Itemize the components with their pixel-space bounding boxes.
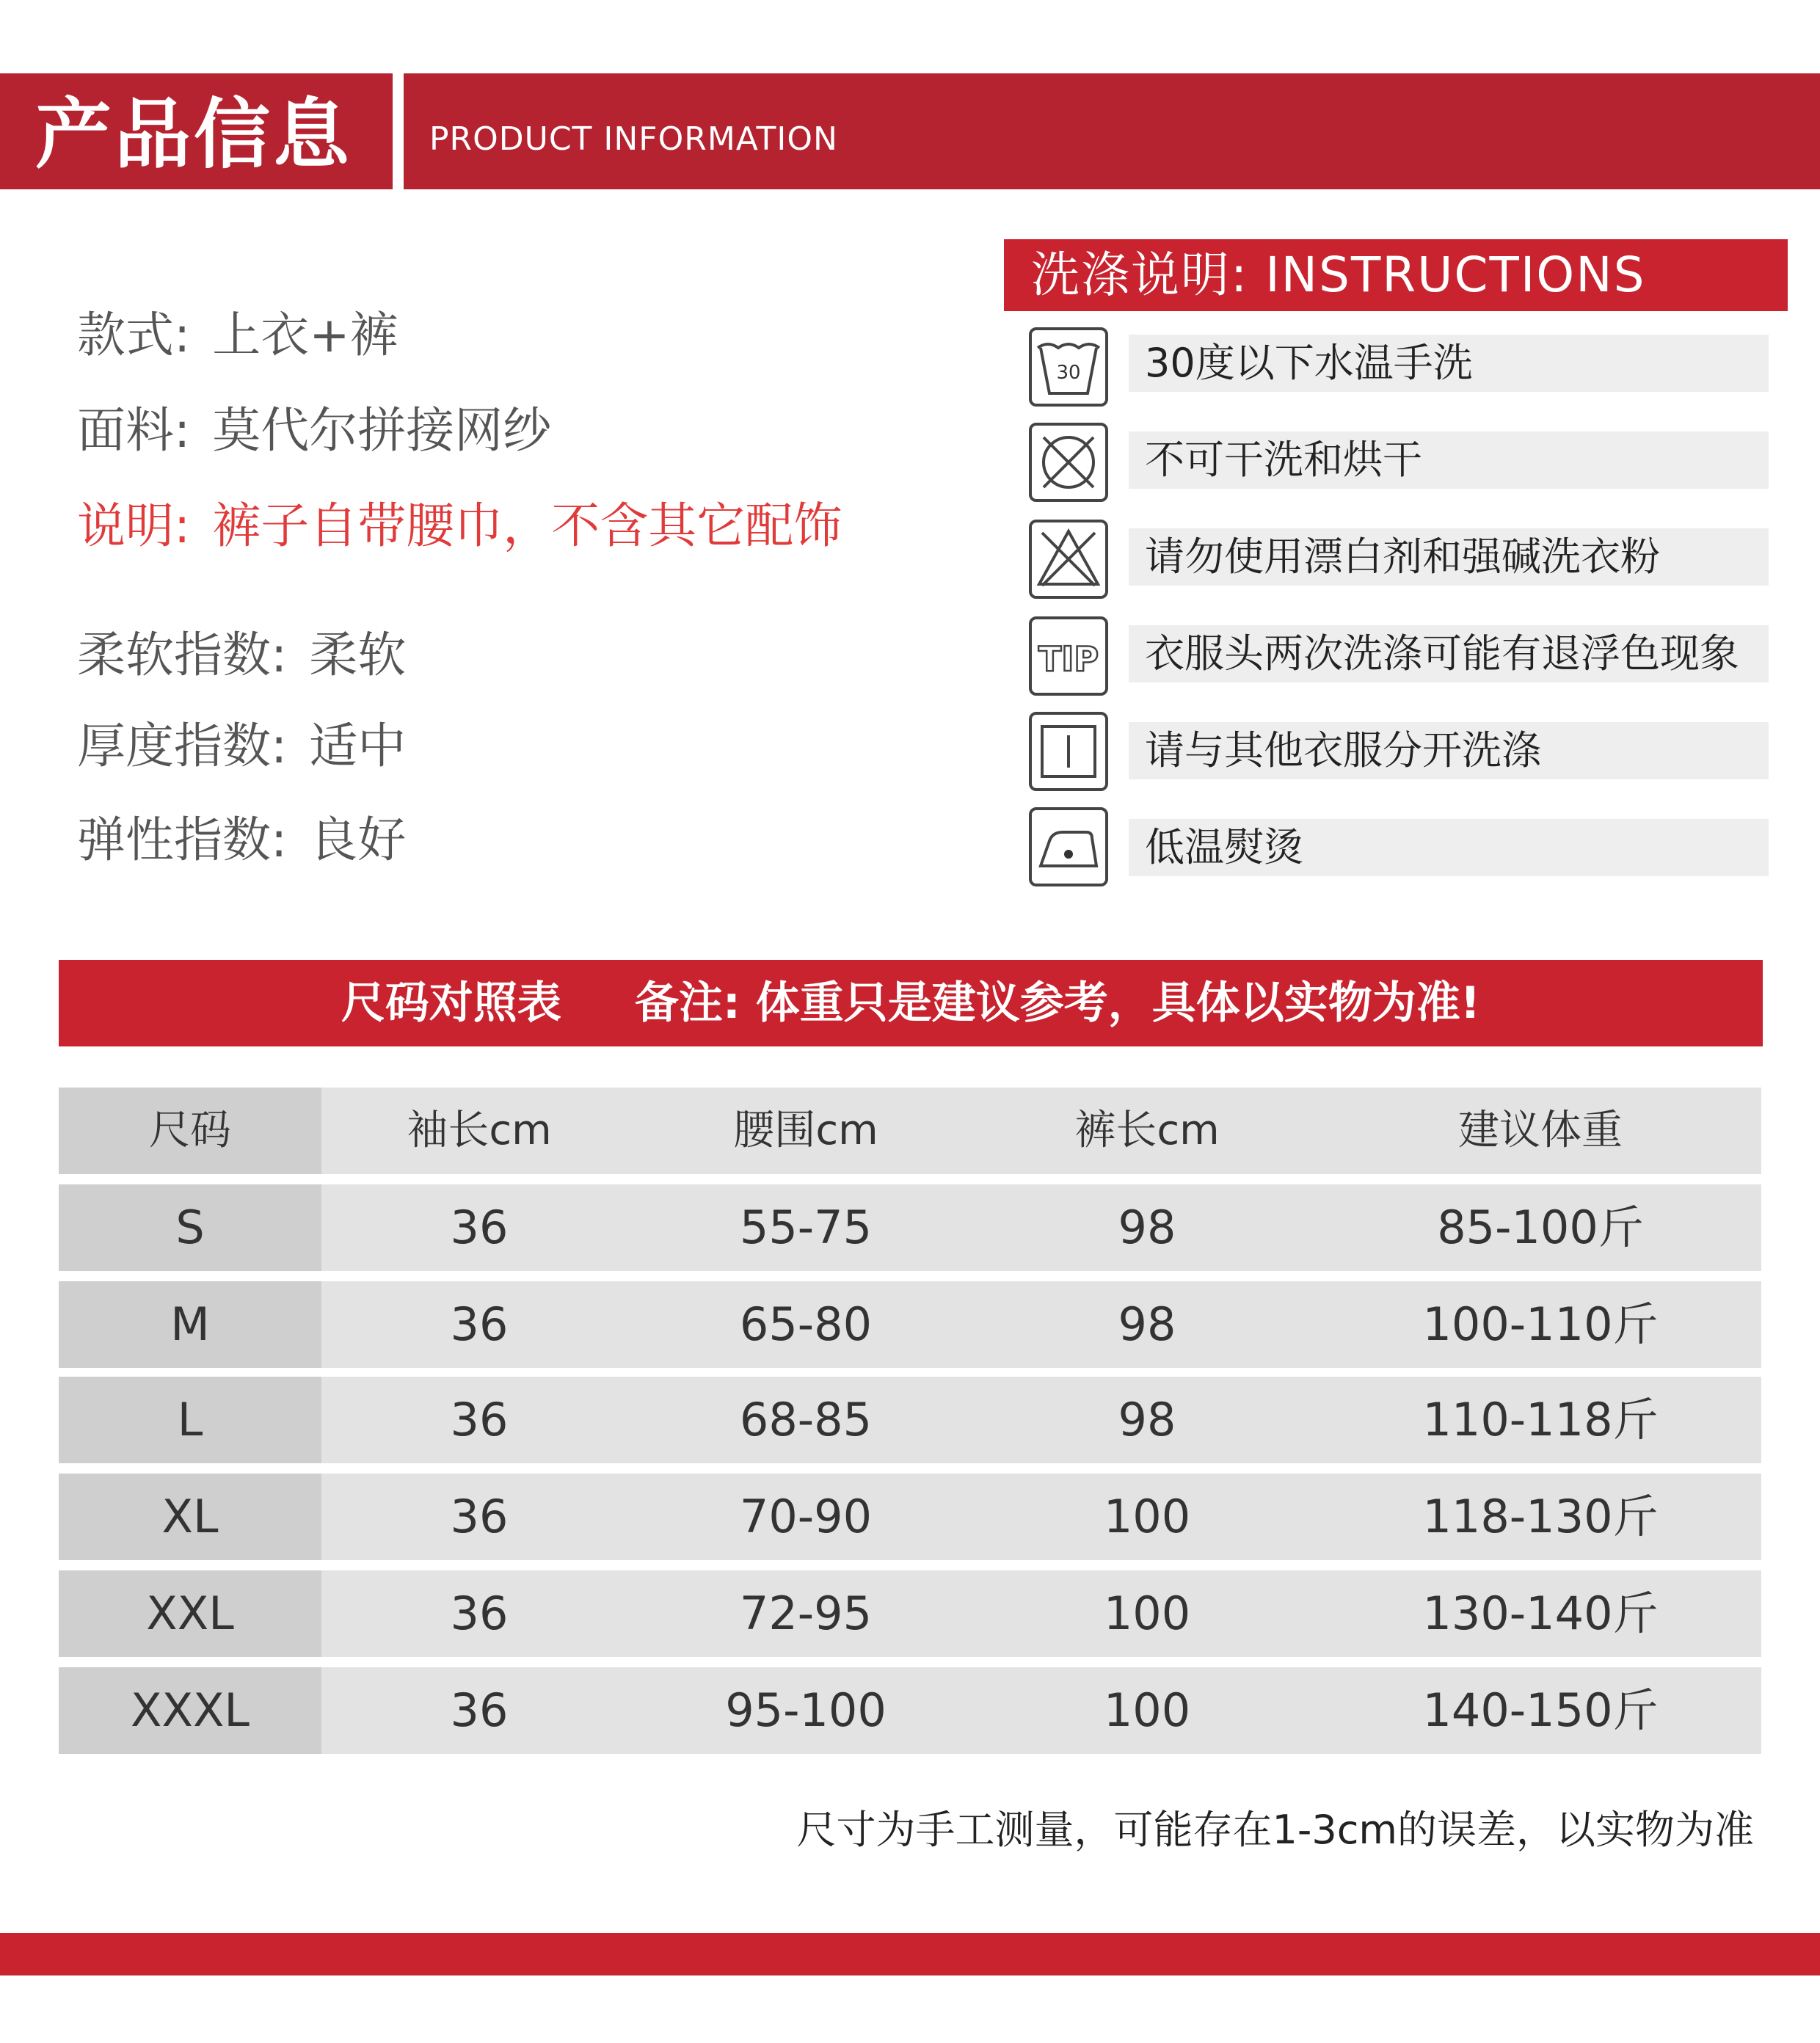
table-cell: 98: [1118, 1297, 1176, 1351]
table-cell: 95-100: [725, 1683, 887, 1737]
table-cell: XL: [161, 1490, 219, 1543]
table-cell: 36: [450, 1683, 509, 1737]
table-cell: 110-118斤: [1422, 1393, 1659, 1446]
table-cell: 98: [1118, 1393, 1176, 1446]
table-cell: 65-80: [739, 1297, 873, 1351]
wash-separately-icon: [1027, 710, 1110, 793]
table-header-cell: 尺码: [149, 1107, 231, 1154]
info-elasticity-label: 弹性指数:: [77, 812, 288, 868]
table-row: [59, 1474, 1761, 1560]
page-subtitle: PRODUCT INFORMATION: [429, 120, 838, 158]
table-cell: 36: [450, 1490, 509, 1543]
measurement-footnote: 尺寸为手工测量，可能存在1-3cm的误差，以实物为准: [796, 1807, 1754, 1853]
table-row: [59, 1667, 1761, 1754]
instructions-title: 洗涤说明: INSTRUCTIONS: [1031, 247, 1646, 303]
hand-wash-30-icon: [1027, 326, 1110, 408]
table-cell: XXL: [146, 1587, 234, 1640]
table-cell: 72-95: [739, 1587, 873, 1640]
instruction-text-5: 请与其他衣服分开洗涤: [1145, 727, 1541, 773]
instruction-text-2: 不可干洗和烘干: [1145, 437, 1422, 483]
table-cell: L: [177, 1393, 203, 1446]
table-cell: 68-85: [739, 1393, 873, 1446]
table-header-cell: 袖长cm: [407, 1107, 552, 1154]
tip-icon: [1027, 615, 1110, 697]
table-cell: 36: [450, 1587, 509, 1640]
table-cell: XXXL: [131, 1683, 250, 1737]
info-note: [77, 493, 842, 559]
instruction-text-4: 衣服头两次洗涤可能有退浮色现象: [1145, 630, 1739, 677]
info-softness: [77, 622, 406, 688]
table-cell: 100: [1103, 1587, 1191, 1640]
table-cell: M: [170, 1297, 210, 1351]
table-cell: 36: [450, 1201, 509, 1254]
table-header-row: [59, 1088, 1761, 1174]
table-cell: 100: [1103, 1683, 1191, 1737]
info-fabric-label: 面料:: [77, 402, 191, 459]
info-thickness: [77, 713, 406, 779]
table-cell: 118-130斤: [1422, 1490, 1659, 1543]
table-cell: 100: [1103, 1490, 1191, 1543]
info-fabric: [77, 398, 551, 464]
table-cell: 36: [450, 1393, 509, 1446]
svg-text:30: 30: [1056, 362, 1081, 384]
table-cell: 55-75: [739, 1201, 873, 1254]
info-softness-value: 柔软: [309, 627, 407, 683]
table-cell: 36: [450, 1297, 509, 1351]
table-cell: 98: [1118, 1201, 1176, 1254]
footer-bar: [0, 1933, 1820, 1975]
table-cell: 140-150斤: [1422, 1683, 1659, 1737]
info-fabric-value: 莫代尔拼接网纱: [212, 402, 552, 459]
low-iron-icon: [1027, 806, 1110, 888]
no-bleach-icon: [1027, 518, 1110, 600]
table-header-cell: 腰围cm: [733, 1107, 878, 1154]
table-row: [59, 1184, 1761, 1271]
table-row: [59, 1570, 1761, 1657]
table-header-cell: 建议体重: [1458, 1107, 1623, 1154]
info-thickness-label: 厚度指数:: [77, 718, 288, 774]
instruction-text-1: 30度以下水温手洗: [1145, 340, 1473, 386]
instruction-text-6: 低温熨烫: [1145, 824, 1303, 870]
size-chart-title: 尺码对照表: [341, 977, 561, 1029]
info-elasticity-value: 良好: [309, 812, 407, 868]
info-softness-label: 柔软指数:: [77, 627, 288, 683]
size-chart-banner-text: [59, 960, 1763, 1046]
table-cell: 70-90: [739, 1490, 873, 1543]
info-style-label: 款式:: [77, 307, 191, 363]
table-row: [59, 1377, 1761, 1463]
table-cell: 100-110斤: [1422, 1297, 1659, 1351]
info-elasticity: [77, 807, 406, 873]
info-style: [77, 302, 398, 368]
info-note-label: 说明:: [77, 498, 191, 554]
svg-text:TIP: TIP: [1038, 639, 1099, 679]
table-header-cell: 裤长cm: [1074, 1107, 1220, 1154]
table-cell: 130-140斤: [1422, 1587, 1659, 1640]
page-title: 产品信息: [35, 90, 353, 179]
info-style-value: 上衣+裤: [212, 307, 398, 363]
no-dry-clean-icon: [1027, 421, 1110, 503]
info-thickness-value: 适中: [309, 718, 407, 774]
info-note-value: 裤子自带腰巾，不含其它配饰: [212, 498, 842, 554]
table-cell: S: [175, 1201, 205, 1254]
table-cell: 85-100斤: [1437, 1201, 1644, 1254]
table-row: [59, 1281, 1761, 1368]
instruction-text-3: 请勿使用漂白剂和强碱洗衣粉: [1145, 533, 1660, 580]
size-chart-note: 备注: 体重只是建议参考，具体以实物为准!: [634, 977, 1481, 1029]
